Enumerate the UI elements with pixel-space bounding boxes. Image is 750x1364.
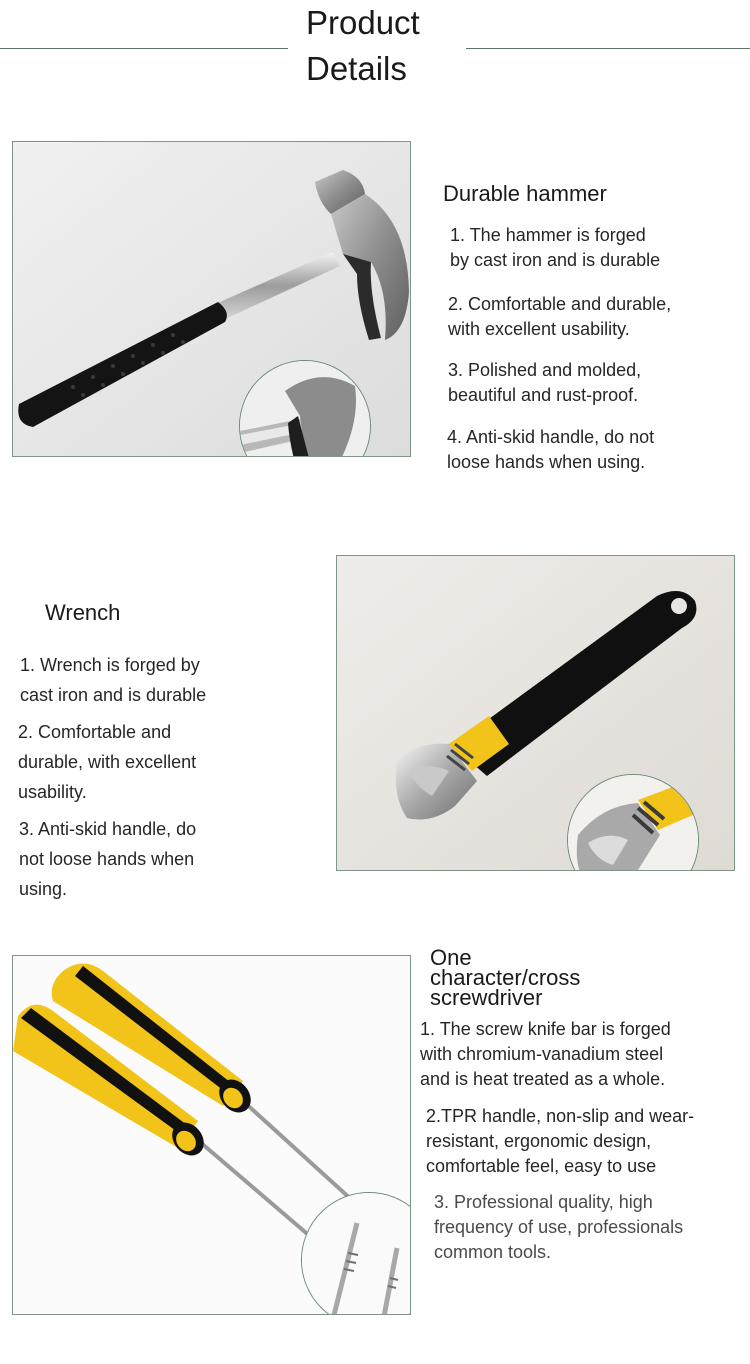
screwdriver-point-2-line-1: 2.TPR handle, non-slip and wear- [426, 1106, 695, 1126]
screwdriver-point-3 [434, 1190, 683, 1265]
hammer-point-4-line-1: 4. Anti-skid handle, do not [447, 427, 655, 447]
wrench-photo [336, 555, 735, 871]
page-title-line-1: Product [306, 4, 420, 41]
screwdriver-point-2-line-2: resistant, ergonomic design, [426, 1131, 652, 1151]
hammer-point-1-line-2: by cast iron and is durable [450, 250, 661, 270]
wrench-point-2-line-2: durable, with excellent [18, 752, 197, 772]
hammer-title: Durable hammer [443, 181, 607, 206]
screwdriver-title [430, 945, 581, 1010]
wrench-point-3 [19, 814, 196, 904]
wrench-point-1 [20, 650, 206, 710]
screwdriver-point-1-line-3: and is heat treated as a whole. [420, 1069, 666, 1089]
header-rule-left [0, 48, 288, 49]
hammer-point-4-line-2: loose hands when using. [447, 452, 646, 472]
screwdriver-point-3-line-3: common tools. [434, 1242, 552, 1262]
screwdriver-point-1-line-1: 1. The screw knife bar is forged [420, 1019, 671, 1039]
hammer-point-3 [448, 358, 641, 408]
hammer-point-4 [447, 425, 654, 475]
wrench-point-2-line-1: 2. Comfortable and [18, 722, 172, 742]
hammer-point-3-line-2: beautiful and rust-proof. [448, 385, 639, 405]
wrench-point-3-line-3: using. [19, 879, 68, 899]
screwdriver-title-line-3: screwdriver [430, 985, 543, 1010]
screwdriver-point-1 [420, 1017, 671, 1092]
hammer-point-1-line-1: 1. The hammer is forged [450, 225, 646, 245]
hammer-point-2-line-1: 2. Comfortable and durable, [448, 294, 672, 314]
wrench-point-3-line-1: 3. Anti-skid handle, do [19, 819, 197, 839]
hammer-point-2 [448, 292, 671, 342]
screwdriver-point-3-line-1: 3. Professional quality, high [434, 1192, 653, 1212]
screwdriver-title-line-2: character/cross [430, 965, 581, 990]
wrench-point-3-line-2: not loose hands when [19, 849, 195, 869]
screwdriver-title-line-1: One [430, 945, 472, 970]
page-title-line-2: Details [306, 50, 407, 87]
hammer-point-3-line-1: 3. Polished and molded, [448, 360, 642, 380]
screwdriver-point-1-line-2: with chromium-vanadium steel [420, 1044, 664, 1064]
wrench-point-1-line-2: cast iron and is durable [20, 685, 207, 705]
hammer-point-2-line-2: with excellent usability. [448, 319, 630, 339]
screwdriver-point-3-line-2: frequency of use, professionals [434, 1217, 684, 1237]
hammer-photo [12, 141, 411, 457]
screwdriver-photo [12, 955, 411, 1315]
header-rule-right [466, 48, 750, 49]
screwdriver-point-2 [426, 1104, 694, 1179]
wrench-point-2 [18, 717, 196, 807]
screwdriver-point-2-line-3: comfortable feel, easy to use [426, 1156, 657, 1176]
hammer-point-1 [450, 223, 660, 273]
wrench-point-2-line-3: usability. [18, 782, 87, 802]
wrench-title: Wrench [45, 600, 121, 625]
wrench-point-1-line-1: 1. Wrench is forged by [20, 655, 200, 675]
